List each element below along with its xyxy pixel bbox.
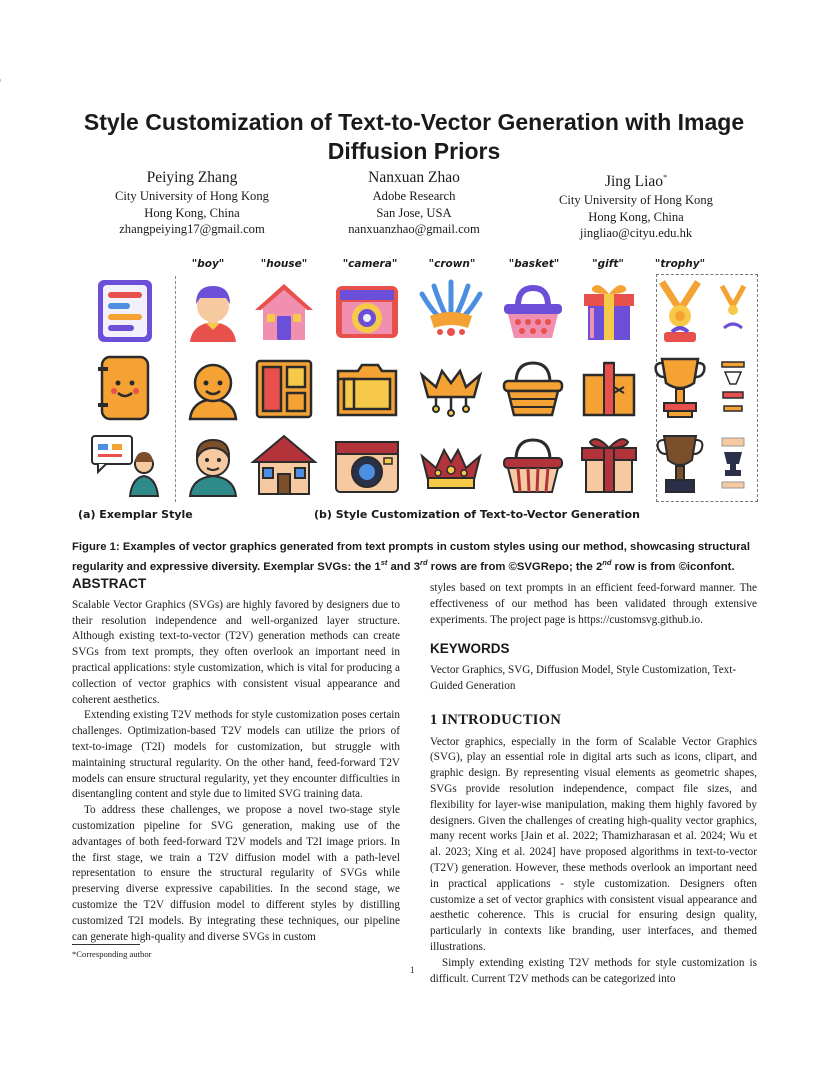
footnote: *Corresponding author	[72, 949, 152, 959]
basket-flat-icon	[498, 276, 568, 346]
abstract-paragraph: Extending existing T2V methods for style customization poses certain challenges. Optimization-based T2V models can utilize the priors of text-to-image (T2I) models for customization, but struggle with maintaining structural regularity. On the other hand, feed-forward T2V models can ensure structural regularity, yet they encounter difficulties in disentangling content and style due to limited SVG training data.	[72, 709, 400, 801]
caption-text: and 3	[387, 560, 421, 573]
caption-sup: rd	[420, 558, 428, 567]
basket-outline-icon	[498, 353, 568, 423]
left-column	[72, 576, 400, 945]
author-affiliation: City University of Hong Kong	[559, 193, 713, 208]
author-block	[516, 168, 756, 242]
exemplar-folder-icon	[90, 353, 160, 423]
prompt-label-camera: "camera"	[342, 258, 398, 270]
prompt-label-trophy: "trophy"	[654, 258, 706, 270]
trophy-detailed-mini-icon	[714, 434, 752, 494]
gift-detailed-icon	[574, 430, 644, 500]
right-column	[430, 581, 757, 987]
prompt-label-gift: "gift"	[592, 258, 624, 270]
footnote-rule	[72, 944, 140, 945]
author-location: Hong Kong, China	[588, 209, 684, 224]
trophy-flat-mini-icon	[714, 280, 752, 340]
keywords-heading: KEYWORDS	[430, 641, 510, 657]
abstract-continuation: styles based on text prompts in an efficient feed-forward manner. The effectiveness of our method has been validated through extensive experiments. The project page is https://customsvg.github.io.	[430, 582, 757, 626]
prompt-label-boy: "boy"	[191, 258, 225, 270]
house-flat-icon	[249, 276, 319, 346]
teaser-figure	[78, 258, 758, 528]
boy-outline-icon	[178, 353, 248, 423]
caption-text: row is from ©iconfont.	[611, 560, 735, 573]
author-email[interactable]: nanxuanzhao@gmail.com	[348, 222, 480, 236]
figure-caption	[72, 539, 758, 575]
prompt-label-house: "house"	[260, 258, 308, 270]
trophy-detailed-icon	[652, 430, 708, 500]
caption-text: Figure 1: Examples of vector graphics generated from text prompts in custom styles using our method, showcasing structural regularity and expressive diversity. Exemplar SVGs: the 1	[72, 541, 750, 573]
author-email[interactable]: zhangpeiying17@gmail.com	[119, 222, 265, 236]
gift-outline-icon	[574, 353, 644, 423]
paper-title: Style Customization of Text-to-Vector Generation with Image Diffusion Priors	[83, 109, 745, 164]
basket-detailed-icon	[498, 430, 568, 500]
author-block	[72, 168, 312, 238]
author-location: Hong Kong, China	[144, 205, 240, 220]
separator-dashed-line	[175, 276, 176, 502]
author-name: Peiying Zhang	[146, 169, 238, 186]
corresponding-mark: *	[663, 173, 668, 182]
crown-detailed-icon	[416, 430, 486, 500]
abstract-heading: ABSTRACT	[72, 576, 147, 591]
crown-flat-icon	[416, 276, 486, 346]
author-affiliation: City University of Hong Kong	[115, 189, 269, 203]
boy-detailed-icon	[178, 430, 248, 500]
arxiv-identifier	[0, 110, 2, 470]
page-number: 1	[410, 965, 415, 975]
camera-flat-icon	[332, 276, 402, 346]
caption-text: rows are from ©SVGRepo; the 2	[427, 560, 603, 573]
house-detailed-icon	[249, 430, 319, 500]
author-name: Jing Liao	[604, 173, 664, 191]
abstract-paragraph: To address these challenges, we propose a novel two-stage style customization pipeline for SVG generation, making use of the advantages of both feed-forward T2V models and T2I image priors. In the first stage, we train a T2V diffusion model with a path-level representation to ensure the structural regularity of SVGs while preserving diverse expressive capabilities. In the second stage, we customize the T2V diffusion model to different styles by distilling customized T2I models. By integrating these techniques, our pipeline can generate high-quality and diverse SVGs in custom	[72, 804, 400, 943]
camera-detailed-icon	[332, 430, 402, 500]
trophy-outline-mini-icon	[714, 358, 752, 418]
author-affiliation: Adobe Research	[372, 189, 456, 203]
prompt-label-basket: "basket"	[508, 258, 560, 270]
figure-label-b: (b) Style Customization of Text-to-Vector Generation	[314, 508, 640, 521]
keywords-text: Vector Graphics, SVG, Diffusion Model, Style Customization, Text-Guided Generation	[430, 664, 737, 692]
introduction-paragraph: Simply extending existing T2V methods for style customization is difficult. Current T2V methods can be categorized into	[430, 956, 757, 985]
caption-sup: nd	[602, 558, 612, 567]
figure-label-a: (a) Exemplar Style	[78, 508, 193, 521]
author-name-row	[516, 168, 756, 192]
exemplar-speaker-icon	[90, 430, 160, 500]
author-location: San Jose, USA	[376, 205, 452, 220]
author-name: Nanxuan Zhao	[368, 169, 460, 186]
house-outline-icon	[249, 353, 319, 423]
prompt-label-crown: "crown"	[428, 258, 476, 270]
crown-outline-icon	[416, 353, 486, 423]
abstract-paragraph: Scalable Vector Graphics (SVGs) are highly favored by designers due to their resolution independence and well-organized layer structure. Although existing text-to-vector (T2V) generation methods can create SVGs from text prompts, they often overlook an important need in practical applications: style customization, which is vital for producing a collection of vector graphics with consistent visual appearance and coherent aesthetics.	[72, 598, 400, 706]
trophy-outline-icon	[652, 353, 708, 423]
gift-flat-icon	[574, 276, 644, 346]
author-block	[294, 168, 534, 238]
introduction-heading: 1 INTRODUCTION	[430, 711, 562, 728]
caption-sup: st	[380, 558, 388, 567]
introduction-paragraph: Vector graphics, especially in the form of Scalable Vector Graphics (SVG), play an essential role in digital arts such as icons, clipart, and graphic design. By representing visual elements as geometric shapes, SVGs provide resolution independence, compact file sizes, and flexibility for layer-wise manipulation, making them highly favored by designers. Given the challenges of creating high-quality vector graphics, many recent works [Jain et al. 2022; Thamizharasan et al. 2024; Wu et al. 2023; Xing et al. 2024] have proposed algorithms in text-to-vector (T2V) generation. However, these methods overlook an important need in practical applications - style customization. Designers often customize a set of vector graphics with consistent visual appearance and aesthetic coherence. This is crucial for ensuring design quality, particularly in contexts like branding, user interfaces, and themed illustrations.	[430, 735, 757, 953]
camera-outline-icon	[332, 353, 402, 423]
author-email[interactable]: jingliao@cityu.edu.hk	[579, 226, 693, 241]
boy-flat-icon	[178, 276, 248, 346]
trophy-flat-icon	[652, 276, 708, 346]
exemplar-list-icon	[90, 276, 160, 346]
